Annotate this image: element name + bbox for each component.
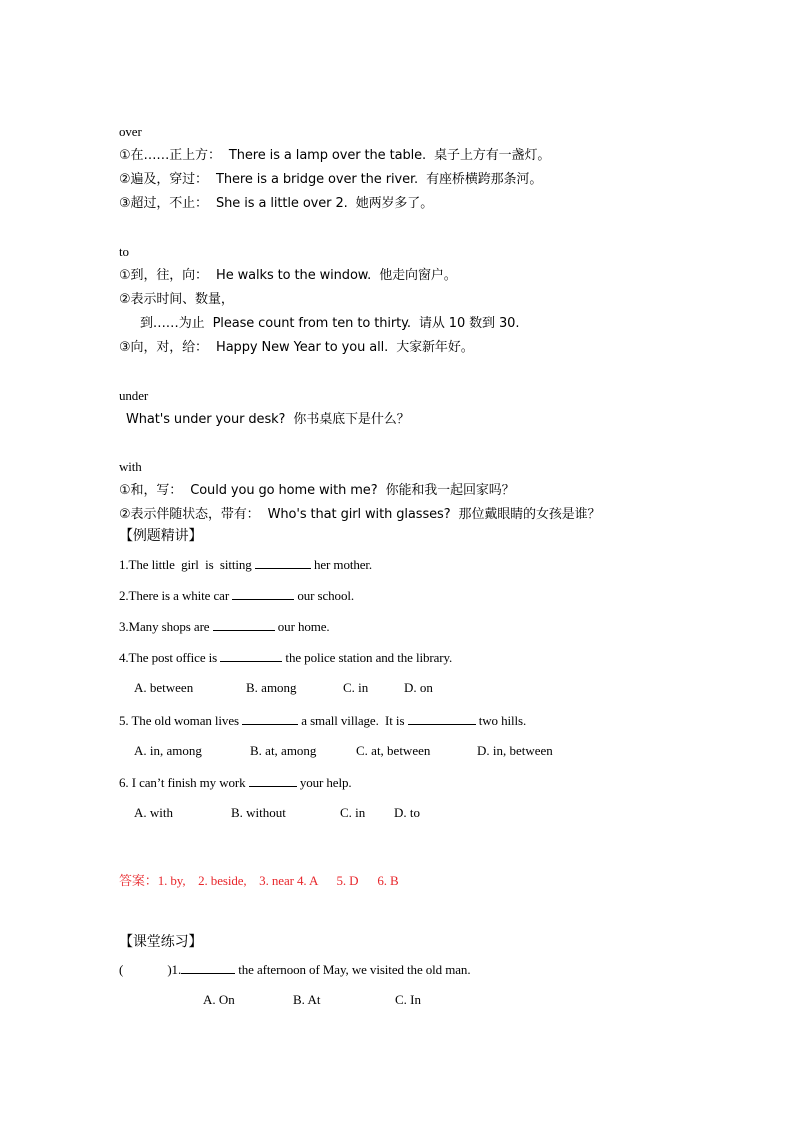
over-item-2: ②遍及，穿过： There is a bridge over the river. 有座桥横跨那条河。 [119,172,543,187]
section-title-to: to [119,244,129,259]
answer-blank[interactable] [232,587,294,600]
over-item-1: ①在……正上方： There is a lamp over the table. 桌子上方有一盏灯。 [119,148,551,163]
question-text: 1.The little girl is sitting [119,557,255,572]
to-item-1: ①到，往，向： He walks to the window. 他走向窗户。 [119,268,457,283]
with-item-2: ②表示伴随状态，带有： Who's that girl with glasses? 那位戴眼睛的女孩是谁？ [119,507,601,522]
to-item-3: 到……为止 Please count from ten to thirty. 请从 10 数到 30. [140,316,520,331]
question-text: a small village. It is [298,713,408,728]
q5-option-d[interactable]: D. in, between [477,743,553,758]
question-text: the police station and the library. [282,650,453,665]
answer-blank[interactable] [213,618,275,631]
answer-blank[interactable] [220,649,282,662]
question-text: two hills. [475,713,527,728]
question-text: your help. [296,775,352,790]
section-title-under: under [119,388,149,403]
answer-blank[interactable] [242,712,298,725]
q4-option-d[interactable]: D. on [404,680,433,695]
answer-blank[interactable] [181,961,235,974]
to-item-4: ③向，对，给： Happy New Year to you all. 大家新年好。 [119,340,474,355]
answer-blank[interactable] [408,712,476,725]
section-title-over: over [119,124,142,139]
with-item-1: ①和，写： Could you go home with me? 你能和我一起回家吗？ [119,483,515,498]
answer-label: 答案： [119,874,158,889]
question-text: our home. [274,619,330,634]
q4-option-b[interactable]: B. among [246,680,297,695]
practice-q1-option-c[interactable]: C. In [395,992,421,1007]
q5-option-b[interactable]: B. at, among [250,743,317,758]
section-title-with: with [119,459,142,474]
answer-parenthesis[interactable]: ( )1. [119,962,182,977]
answer-blank[interactable] [249,774,297,787]
q6-option-c[interactable]: C. in [340,805,366,820]
over-item-3: ③超过，不止： She is a little over 2. 她两岁多了。 [119,196,434,211]
example-question-6 [119,774,352,791]
question-text: our school. [294,588,355,603]
question-text: 5. The old woman lives [119,713,243,728]
example-question-4 [119,649,452,666]
q5-option-c[interactable]: C. at, between [356,743,431,758]
answer-blank[interactable] [255,556,311,569]
practice-q1-option-a[interactable]: A. On [203,992,235,1007]
q5-option-a[interactable]: A. in, among [134,743,202,758]
question-text: the afternoon of May, we visited the old man. [235,962,471,977]
q4-option-c[interactable]: C. in [343,680,369,695]
answer-values: 1. by, 2. beside, 3. near 4. A 5. D 6. B [157,873,399,888]
example-question-3 [119,618,330,635]
answer-key [119,873,399,890]
under-item-1: What's under your desk? 你书桌底下是什么？ [126,412,410,427]
question-text: 3.Many shops are [119,619,213,634]
to-item-2: ②表示时间、数量， [119,292,234,307]
q6-option-d[interactable]: D. to [394,805,420,820]
practice-question-1 [119,961,470,978]
question-text: 6. I can’t finish my work [119,775,249,790]
question-text: 4.The post office is [119,650,221,665]
practice-heading: 【课堂练习】 [119,934,203,950]
examples-heading: 【例题精讲】 [119,528,203,544]
example-question-1 [119,556,372,573]
q6-option-a[interactable]: A. with [134,805,173,820]
question-text: her mother. [310,557,373,572]
question-text: 2.There is a white car [119,588,233,603]
q4-option-a[interactable]: A. between [134,680,194,695]
example-question-5 [119,712,526,729]
practice-q1-option-b[interactable]: B. At [293,992,321,1007]
q6-option-b[interactable]: B. without [231,805,286,820]
example-question-2 [119,587,354,604]
